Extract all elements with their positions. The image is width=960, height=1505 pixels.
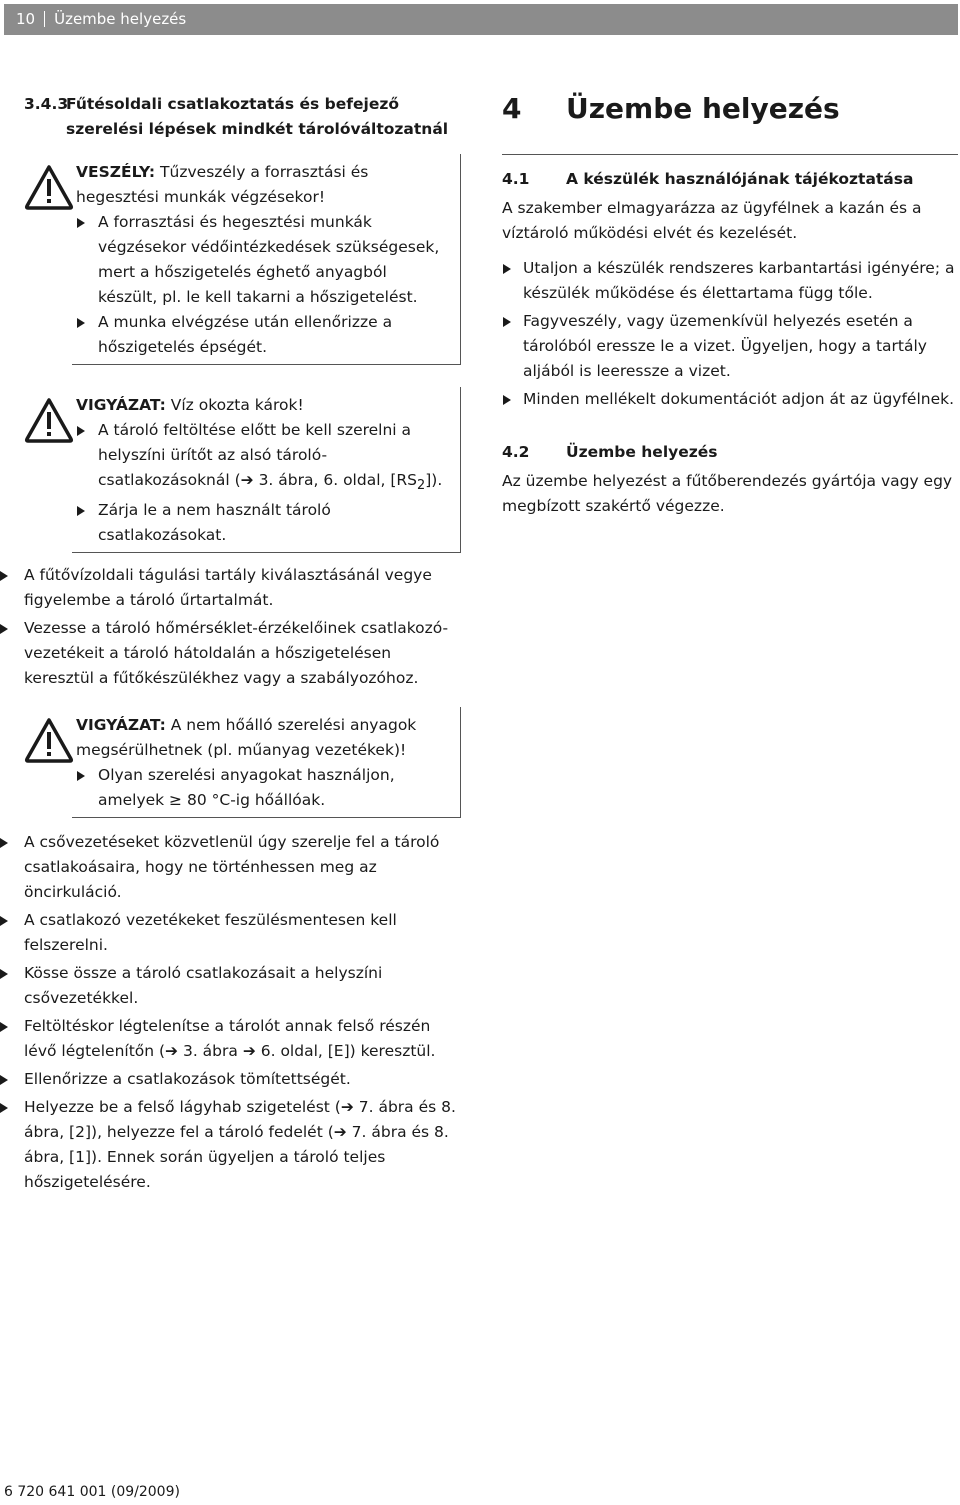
warning-triangle-icon	[24, 397, 74, 443]
instruction-item	[24, 1014, 461, 1064]
info-item: Utaljon a készülék rendszeres karbantartási igényére; a készülék működése és élettartama függ tőle.	[502, 256, 958, 306]
section-text: Az üzembe helyezést a fűtőberendezés gyártója vagy egy megbízott szakértő végezze.	[502, 472, 953, 515]
caution-label: VIGYÁZAT:	[76, 716, 166, 735]
instruction-item	[24, 1067, 461, 1092]
danger-item: A forrasztási és hegesztési munkák végzésekor védőintézkedések szükségesek, mert a hőszigetelés éghető anyagból készült, pl. le kell takarni a hőszigetelést.	[76, 210, 450, 310]
instruction-list-2	[24, 830, 461, 1195]
section-title: A készülék használójának tájékoztatása	[566, 170, 914, 188]
chapter-rule	[502, 154, 958, 155]
caution-text: Víz okozta károk!	[165, 396, 304, 414]
caution-label: VIGYÁZAT:	[76, 396, 166, 414]
section-title: Üzembe helyezés	[566, 443, 718, 461]
left-column	[24, 92, 461, 1198]
warning-triangle-icon	[24, 164, 74, 210]
danger-notice	[72, 154, 461, 365]
subsection-number: 3.4.3	[24, 95, 69, 113]
instruction-item	[24, 563, 461, 613]
page-header	[4, 4, 958, 35]
caution-item: Olyan szerelési anyagokat használjon, amelyek ≥ 80 °C-ig hőállóak.	[76, 763, 450, 813]
subsection-heading-3-4-3	[24, 92, 461, 142]
caution-text: A nem hőálló szerelési anyagok megsérülhetnek (pl. műanyag vezetékek)!	[76, 716, 417, 760]
instruction-item	[24, 616, 461, 691]
instruction-item	[24, 961, 461, 1011]
bullet-arrow-icon	[0, 916, 8, 926]
bullet-arrow-icon	[0, 1022, 8, 1032]
info-item: Fagyveszély, vagy üzemenkívül helyezés esetén a tárolóból eressze le a vizet. Ügyeljen, hogy a tartály aljából is leeressze a vizet.	[502, 309, 958, 384]
page-number: 10	[16, 10, 36, 28]
bullet-arrow-icon	[0, 624, 8, 634]
caution-notice-heading	[76, 713, 450, 763]
caution-notice-heading	[76, 393, 450, 418]
header-section-title: Üzembe helyezés	[54, 10, 187, 28]
caution-notice-water	[72, 387, 461, 553]
chapter-heading	[502, 92, 958, 126]
bullet-arrow-icon	[0, 1075, 8, 1085]
instruction-list-1	[24, 563, 461, 691]
section-number: 4.1	[502, 170, 530, 188]
danger-notice-heading	[76, 160, 450, 210]
bullet-arrow-icon	[0, 838, 8, 848]
caution-notice-materials	[72, 707, 461, 818]
danger-label: VESZÉLY:	[76, 163, 156, 181]
section-number: 4.2	[502, 443, 530, 461]
chapter-title: Üzembe helyezés	[566, 92, 840, 125]
caution-item	[76, 418, 450, 498]
right-column	[502, 92, 958, 529]
caution-item-text: A tároló feltöltése előtt be kell szerelni a helyszíni ürítőt az alsó tároló-csatlakozásoknál (➔ 3. ábra, 6. oldal, [RS	[98, 421, 418, 489]
subsection-title: Fűtésoldali csatlakoztatás és befejező szerelési lépések mindkét tárolóváltozatnál	[66, 95, 449, 138]
info-item: Minden mellékelt dokumentációt adjon át az ügyfélnek.	[502, 387, 958, 412]
caution-item: Zárja le a nem használt tároló csatlakozásokat.	[76, 498, 450, 548]
bullet-arrow-icon	[0, 1103, 8, 1113]
danger-text: Tűzveszély a forrasztási és hegesztési munkák végzésekor!	[76, 163, 369, 206]
chapter-number: 4	[502, 92, 522, 125]
section-intro: A szakember elmagyarázza az ügyfélnek a kazán és a víztároló működési elvét és kezelését.	[502, 199, 922, 242]
instruction-text: A fűtővízoldali tágulási tartály kiválasztásánál vegye figyelembe a tároló űrtartalmát.	[24, 566, 432, 610]
instruction-text: A csővezetéseket közvetlenül úgy szerelje fel a tároló csatlakoásaira, hogy ne történhessen meg az öncirkuláció.	[24, 833, 440, 902]
instruction-text: Feltöltéskor légtelenítse a tárolót annak felső részén lévő légtelenítőn (➔ 3. ábra ➔ 6. oldal, [E]) keresztül.	[24, 1017, 436, 1061]
caution-item-subscript: 2	[417, 478, 426, 494]
section-heading-4-2	[502, 440, 958, 465]
document-id-footer: 6 720 641 001 (09/2009)	[4, 1484, 180, 1500]
danger-item: A munka elvégzése után ellenőrizze a hőszigetelés épségét.	[76, 310, 450, 360]
section-heading-4-1	[502, 167, 958, 192]
bullet-arrow-icon	[0, 571, 8, 581]
instruction-item	[24, 908, 461, 958]
header-separator	[44, 11, 45, 27]
warning-triangle-icon	[24, 717, 74, 763]
instruction-text: Kösse össze a tároló csatlakozásait a helyszíni csővezetékkel.	[24, 964, 383, 1008]
instruction-text: A csatlakozó vezetékeket feszülésmentesen kell felszerelni.	[24, 911, 397, 955]
instruction-text: Vezesse a tároló hőmérséklet-érzékelőinek csatlakozó-vezetékeit a tároló hátoldalán a hőszigetelésen keresztül a fűtőkészülékhez vagy a szabályozóhoz.	[24, 619, 449, 688]
instruction-text: Helyezze be a felső lágyhab szigetelést (➔ 7. ábra és 8. ábra, [2]), helyezze fel a tároló fedelét (➔ 7. ábra és 8. ábra, [1]). Ennek során ügyeljen a tároló teljes hőszigetelésére.	[24, 1098, 456, 1192]
instruction-text: Ellenőrizze a csatlakozások tömítettségét.	[24, 1070, 351, 1089]
instruction-item	[24, 1095, 461, 1195]
bullet-arrow-icon	[0, 969, 8, 979]
instruction-item	[24, 830, 461, 905]
caution-item-end: ]).	[425, 471, 443, 489]
